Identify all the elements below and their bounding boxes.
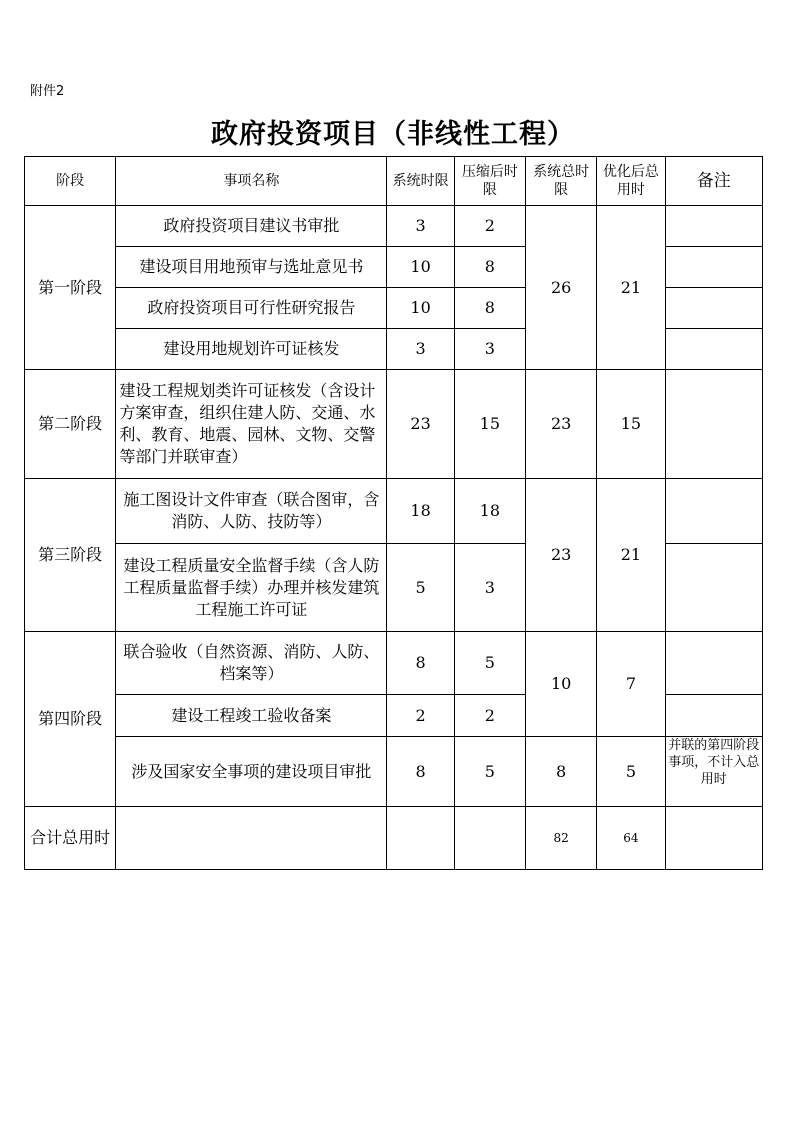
item-name: 建设工程质量安全监督手续（含人防工程质量监督手续）办理并核发建筑工程施工许可证 [116, 544, 387, 632]
item-system-time: 10 [387, 288, 454, 329]
table-row [25, 632, 763, 695]
attachment-label: 附件2 [30, 84, 65, 99]
total-label: 合计总用时 [25, 807, 116, 870]
header-optimized-total-time: 优化后总用时 [597, 157, 665, 206]
page-title: 政府投资项目（非线性工程） [211, 119, 575, 150]
header-note: 备注 [665, 157, 762, 206]
item-note [665, 479, 762, 544]
total-system-total: 82 [526, 807, 597, 870]
header-system-time-limit: 系统时限 [387, 157, 454, 206]
stage-2-name: 第二阶段 [25, 370, 116, 479]
item-system-time: 23 [387, 370, 454, 479]
item-system-time: 2 [387, 695, 454, 737]
stage-1-system-total: 26 [526, 206, 597, 370]
total-compressed-time-empty [454, 807, 525, 870]
table-row [25, 370, 763, 479]
item-name: 建设项目用地预审与选址意见书 [116, 247, 387, 288]
item-compressed-time: 3 [454, 544, 525, 632]
item-note [665, 737, 762, 807]
item-system-time: 18 [387, 479, 454, 544]
item-name: 建设工程规划类许可证核发（含设计方案审查，组织住建人防、交通、水利、教育、地震、园林、文物、交警等部门并联审查） [116, 370, 387, 479]
item-system-total: 8 [526, 737, 597, 807]
item-name: 联合验收（自然资源、消防、人防、档案等） [116, 632, 387, 695]
item-note [665, 329, 762, 370]
stage-4-optimized-total: 7 [597, 632, 665, 737]
stage-4-name: 第四阶段 [25, 632, 116, 807]
item-name: 建设用地规划许可证核发 [116, 329, 387, 370]
item-compressed-time: 18 [454, 479, 525, 544]
item-name: 建设工程竣工验收备案 [116, 695, 387, 737]
item-system-time: 8 [387, 737, 454, 807]
item-system-time: 5 [387, 544, 454, 632]
header-stage: 阶段 [25, 157, 116, 206]
item-note [665, 632, 762, 695]
item-note-text: 并联的第四阶段事项，不计入总用时 [668, 738, 760, 787]
item-compressed-time: 15 [454, 370, 525, 479]
stage-2-optimized-total: 15 [597, 370, 665, 479]
stage-1-optimized-total: 21 [597, 206, 665, 370]
item-compressed-time: 3 [454, 329, 525, 370]
item-compressed-time: 5 [454, 632, 525, 695]
total-system-time-empty [387, 807, 454, 870]
table-row [25, 479, 763, 544]
item-compressed-time: 8 [454, 288, 525, 329]
item-note [665, 247, 762, 288]
item-name: 施工图设计文件审查（联合图审，含消防、人防、技防等） [116, 479, 387, 544]
item-system-time: 10 [387, 247, 454, 288]
item-note [665, 695, 762, 737]
item-compressed-time: 8 [454, 247, 525, 288]
table-row [25, 206, 763, 247]
stage-3-optimized-total: 21 [597, 479, 665, 632]
item-compressed-time: 5 [454, 737, 525, 807]
total-note-empty [665, 807, 762, 870]
header-row [25, 157, 763, 206]
item-note [665, 206, 762, 247]
item-system-time: 3 [387, 206, 454, 247]
item-compressed-time: 2 [454, 695, 525, 737]
total-optimized-total: 64 [597, 807, 665, 870]
item-name: 政府投资项目建议书审批 [116, 206, 387, 247]
total-item-empty [116, 807, 387, 870]
item-note [665, 370, 762, 479]
item-note [665, 288, 762, 329]
stage-3-system-total: 23 [526, 479, 597, 632]
item-system-time: 3 [387, 329, 454, 370]
stage-3-name: 第三阶段 [25, 479, 116, 632]
approval-time-table [24, 156, 763, 870]
stage-2-system-total: 23 [526, 370, 597, 479]
total-row [25, 807, 763, 870]
item-note [665, 544, 762, 632]
header-system-total-time-limit: 系统总时限 [526, 157, 597, 206]
stage-1-name: 第一阶段 [25, 206, 116, 370]
item-name: 政府投资项目可行性研究报告 [116, 288, 387, 329]
header-compressed-time-limit: 压缩后时限 [454, 157, 525, 206]
item-name: 涉及国家安全事项的建设项目审批 [116, 737, 387, 807]
header-item-name: 事项名称 [116, 157, 387, 206]
item-optimized-total: 5 [597, 737, 665, 807]
table-row [25, 737, 763, 807]
item-system-time: 8 [387, 632, 454, 695]
stage-4-system-total: 10 [526, 632, 597, 737]
item-compressed-time: 2 [454, 206, 525, 247]
